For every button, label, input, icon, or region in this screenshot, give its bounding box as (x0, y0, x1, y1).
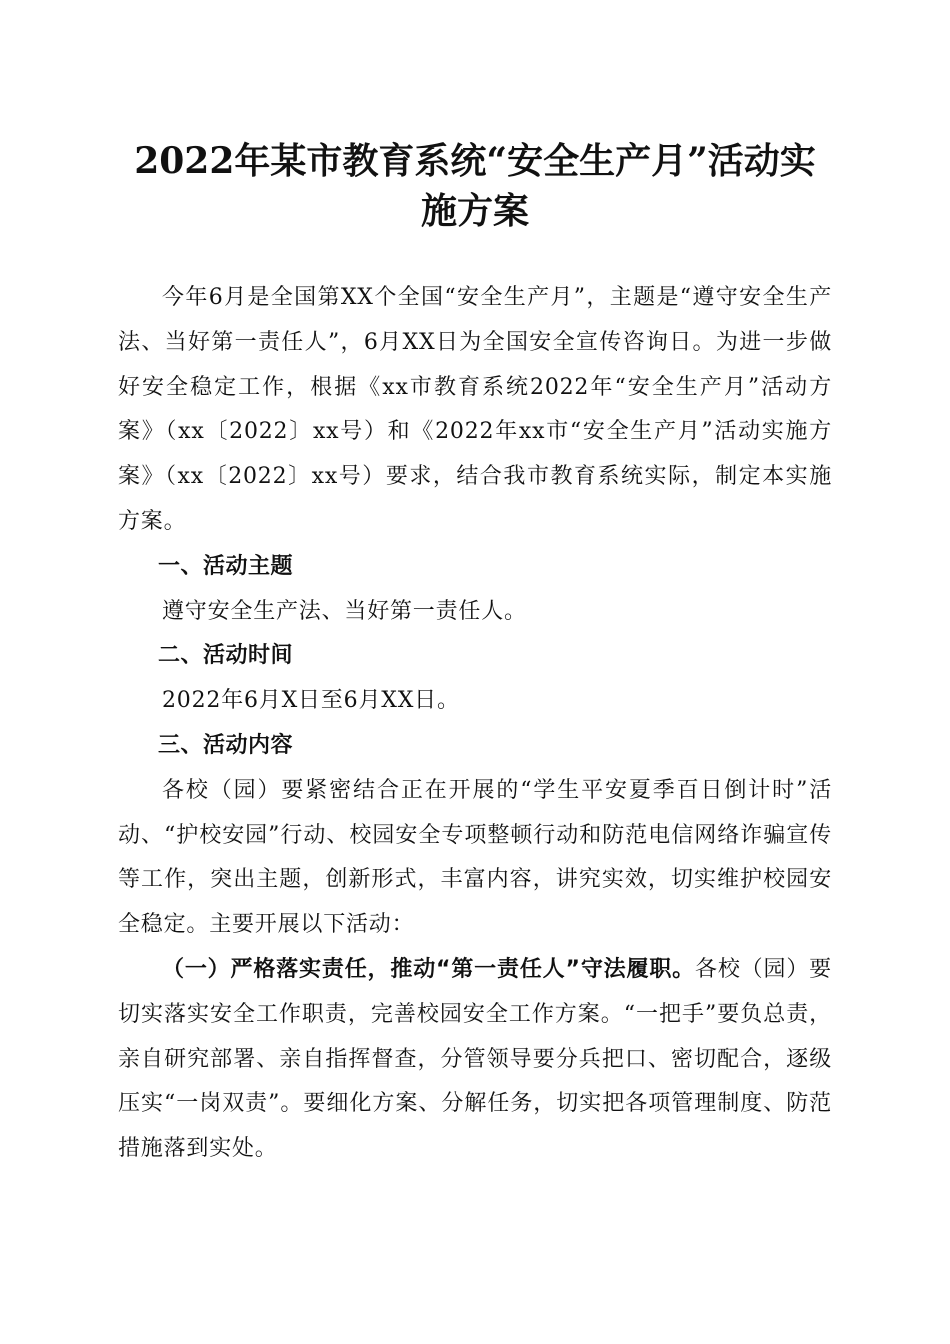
content-item-1-text: 各校（园）要切实落实安全工作职责，完善校园安全工作方案。“一把手”要负总责，亲自研究部署、亲自指挥督查，分管领导要分兵把口、密切配合，逐级压实“一岗双责”。要细化方案、分解任务，切实把各项管理制度、防范措施落到实处。 (118, 956, 832, 1162)
intro-paragraph: 今年6月是全国第XX个全国“安全生产月”，主题是“遵守安全生产法、当好第一责任人”，6月XX日为全国安全宣传咨询日。为进一步做好安全稳定工作，根据《xx市教育系统2022年“安全生产月”活动方案》（xx〔2022〕xx号）和《2022年xx市“安全生产月”活动实施方案》（xx〔2022〕xx号）要求，结合我市教育系统实际，制定本实施方案。 (118, 285, 832, 534)
section-heading-content: 三、活动内容 (158, 732, 294, 758)
document-title: 2022年某市教育系统“安全生产月”活动实施方案 (134, 140, 816, 232)
section-text-theme: 遵守安全生产法、当好第一责任人。 (162, 598, 527, 624)
section-text-content: 各校（园）要紧密结合正在开展的“学生平安夏季百日倒计时”活动、“护校安园”行动、校园安全专项整顿行动和防范电信网络诈骗宣传等工作，突出主题，创新形式，丰富内容，讲究实效，切实维护校园安全稳定。主要开展以下活动： (118, 777, 832, 938)
document-body (118, 276, 832, 1172)
content-item-1-heading: （一）严格落实责任，推动“第一责任人”守法履职。 (162, 956, 695, 982)
section-heading-time: 二、活动时间 (158, 643, 294, 669)
section-text-time: 2022年6月X日至6月XX日。 (162, 688, 460, 714)
content-item-1 (118, 948, 832, 1172)
section-heading-theme: 一、活动主题 (158, 553, 294, 579)
